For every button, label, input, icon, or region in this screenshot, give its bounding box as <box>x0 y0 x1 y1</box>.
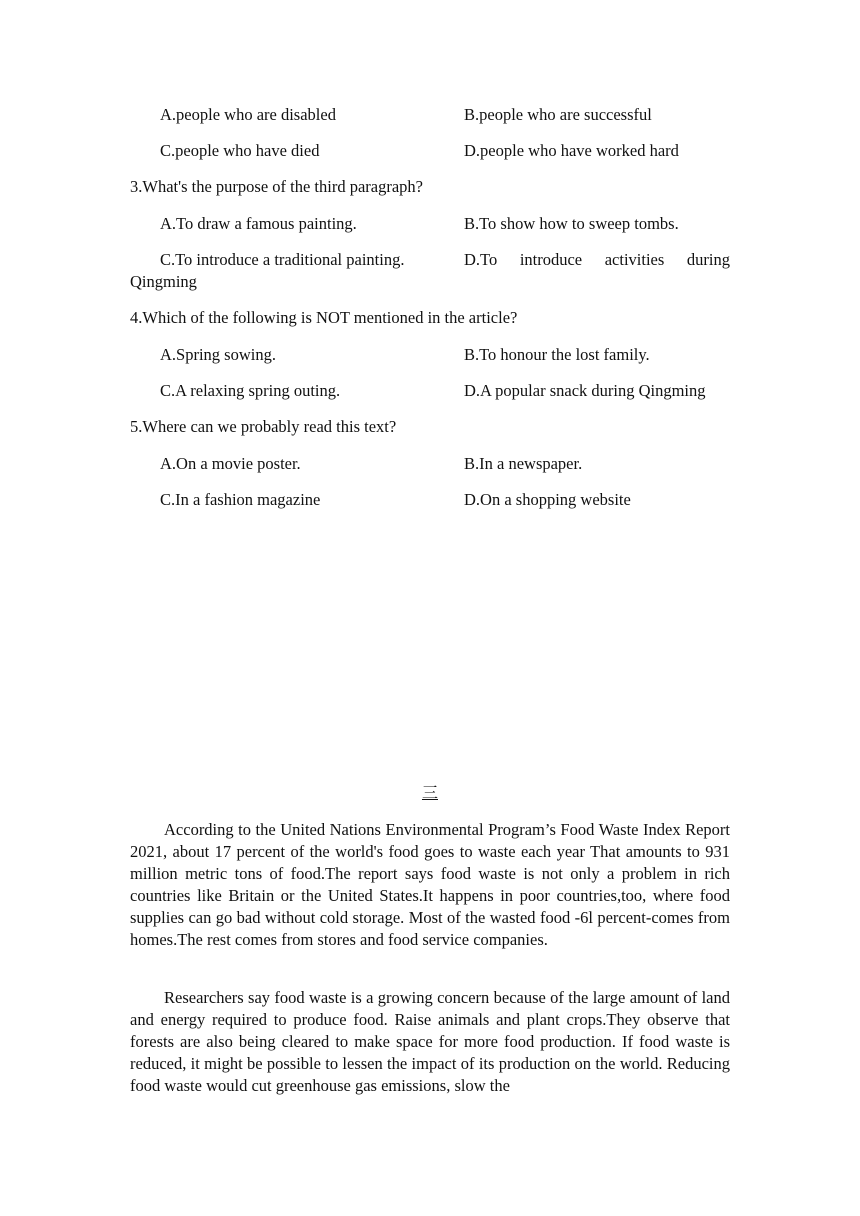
q3-option-d-word: introduce <box>519 250 583 269</box>
q3-option-d-continued: Qingming <box>130 272 197 291</box>
section-marker-text: 三 <box>421 785 438 802</box>
q4-options-row-2 <box>160 380 730 402</box>
q4-option-d: D.A popular snack during Qingming <box>464 381 706 400</box>
q4-option-a: A.Spring sowing. <box>160 345 276 364</box>
q4-option-c: C.A relaxing spring outing. <box>160 381 341 400</box>
q5-options-row-2 <box>160 489 730 511</box>
q3-option-d-word: D.To <box>464 250 498 269</box>
q5-question: 5.Where can we probably read this text? <box>130 417 397 436</box>
q5-options-row-1 <box>160 453 730 475</box>
passage-paragraph-1: According to the United Nations Environmental Program’s Food Waste Index Report 2021, about 17 percent of the world's food goes to waste each year That amounts to 931 million metric tons of food.The report says food waste is not only a problem in rich countries like Britain or the United States.It happens in poor countries,too, where food supplies can go bad without cold storage. Most of the wasted food -6l percent-comes from homes.The rest comes from stores and food service companies. <box>130 820 730 949</box>
q5-option-d: D.On a shopping website <box>464 490 631 509</box>
q3-option-d-word: during <box>686 250 730 269</box>
q2-option-a: A.people who are disabled <box>160 105 336 124</box>
q3-question: 3.What's the purpose of the third paragraph? <box>130 177 423 196</box>
q3-option-c: C.To introduce a traditional painting. <box>160 250 405 269</box>
q4-option-b: B.To honour the lost family. <box>464 345 650 364</box>
q2-options-row-1 <box>160 104 730 126</box>
q3-option-a: A.To draw a famous painting. <box>160 214 357 233</box>
q3-option-b: B.To show how to sweep tombs. <box>464 214 679 233</box>
q3-options-row-2 <box>160 249 730 271</box>
q4-options-row-1 <box>160 344 730 366</box>
q5-option-c: C.In a fashion magazine <box>160 490 321 509</box>
q5-option-a: A.On a movie poster. <box>160 454 301 473</box>
passage-paragraph-2: Researchers say food waste is a growing concern because of the large amount of land and energy required to produce food. Raise animals and plant crops.They observe that forests are also being cleared to make space for more food production. If food waste is reduced, it might be possible to lessen the impact of its production on the world. Reducing food waste would cut greenhouse gas emissions, slow the <box>130 988 730 1095</box>
q2-option-d: D.people who have worked hard <box>464 141 679 160</box>
q2-options-row-2 <box>160 140 730 162</box>
q4-question: 4.Which of the following is NOT mentioned in the article? <box>130 308 518 327</box>
q3-option-d <box>464 249 730 271</box>
q3-options-row-1 <box>160 213 730 235</box>
q2-option-b: B.people who are successful <box>464 105 652 124</box>
q2-option-c: C.people who have died <box>160 141 320 160</box>
section-marker <box>0 780 860 803</box>
q3-option-d-word: activities <box>604 250 665 269</box>
q5-option-b: B.In a newspaper. <box>464 454 583 473</box>
